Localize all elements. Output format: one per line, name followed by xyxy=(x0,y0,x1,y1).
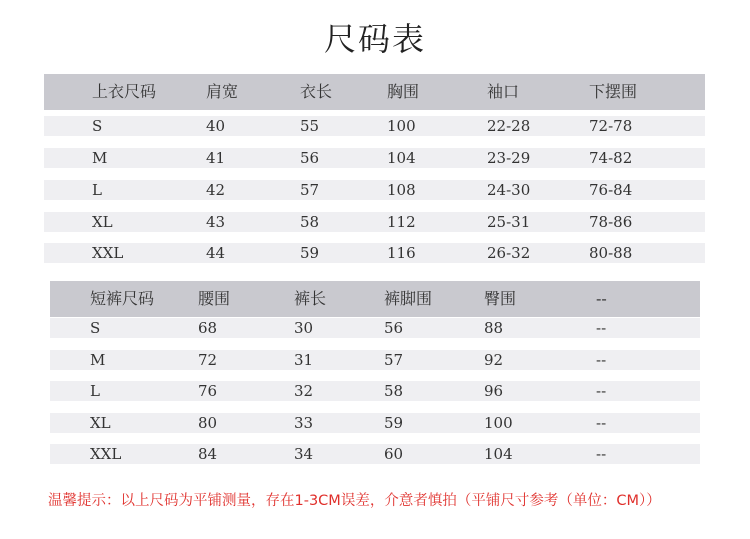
table-row xyxy=(44,212,705,232)
table-cell: 108 xyxy=(387,181,416,199)
table-cell: 68 xyxy=(198,319,218,337)
header-cell: 腰围 xyxy=(198,289,231,308)
table-cell: 30 xyxy=(294,319,314,337)
table-cell: S xyxy=(90,319,101,337)
table-cell: -- xyxy=(596,414,607,432)
notice-text: 温馨提示：以上尺码为平铺测量，存在1-3CM误差，介意者慎拍（平铺尺寸参考（单位：CM）） xyxy=(48,493,661,509)
table-cell: 57 xyxy=(384,351,404,369)
table-cell: 100 xyxy=(484,414,513,432)
table-cell: 31 xyxy=(294,351,314,369)
header-cell: 胸围 xyxy=(387,82,420,101)
header-cell: 裤长 xyxy=(294,289,327,308)
table-row xyxy=(50,444,700,464)
table-cell: 56 xyxy=(384,319,404,337)
header-cell: 衣长 xyxy=(300,82,333,101)
table-row xyxy=(44,243,705,263)
table-cell: 41 xyxy=(206,149,226,167)
table-cell: 112 xyxy=(387,213,416,231)
bottom-table-header xyxy=(50,281,700,317)
table-cell: 24-30 xyxy=(487,181,531,199)
table-cell: 26-32 xyxy=(487,244,531,262)
table-cell: 33 xyxy=(294,414,314,432)
table-cell: -- xyxy=(596,445,607,463)
page-title: 尺码表 xyxy=(323,20,426,58)
table-row xyxy=(50,350,700,370)
table-cell: XL xyxy=(92,213,113,231)
table-cell: 44 xyxy=(206,244,226,262)
table-cell: XL xyxy=(90,414,111,432)
header-cell: 肩宽 xyxy=(206,82,239,101)
header-cell: 臀围 xyxy=(484,289,517,308)
header-cell: 袖口 xyxy=(487,82,520,101)
table-row xyxy=(44,180,705,200)
table-cell: -- xyxy=(596,351,607,369)
table-cell: -- xyxy=(596,382,607,400)
table-cell: 58 xyxy=(300,213,320,231)
table-cell: XXL xyxy=(92,244,124,262)
table-cell: 76-84 xyxy=(589,181,633,199)
table-cell: 104 xyxy=(387,149,416,167)
table-cell: 22-28 xyxy=(487,117,531,135)
table-cell: 34 xyxy=(294,445,314,463)
table-cell: 55 xyxy=(300,117,320,135)
table-cell: 40 xyxy=(206,117,226,135)
header-cell: 短裤尺码 xyxy=(90,289,155,308)
table-cell: 78-86 xyxy=(589,213,633,231)
table-cell: 58 xyxy=(384,382,404,400)
table-row xyxy=(44,116,705,136)
header-cell: 裤脚围 xyxy=(384,289,433,308)
table-cell: 23-29 xyxy=(487,149,531,167)
table-cell: 88 xyxy=(484,319,504,337)
table-cell: 92 xyxy=(484,351,504,369)
table-cell: 56 xyxy=(300,149,320,167)
table-cell: 60 xyxy=(384,445,404,463)
table-row xyxy=(50,413,700,433)
table-cell: 96 xyxy=(484,382,504,400)
table-cell: M xyxy=(92,149,108,167)
table-cell: 32 xyxy=(294,382,314,400)
table-cell: L xyxy=(92,181,102,199)
table-cell: M xyxy=(90,351,106,369)
table-row xyxy=(44,148,705,168)
table-cell: 76 xyxy=(198,382,218,400)
table-cell: 72 xyxy=(198,351,218,369)
table-cell: 100 xyxy=(387,117,416,135)
header-cell: -- xyxy=(596,289,607,308)
table-cell: 57 xyxy=(300,181,320,199)
table-cell: 104 xyxy=(484,445,513,463)
table-row xyxy=(50,381,700,401)
table-cell: 43 xyxy=(206,213,226,231)
table-cell: 80-88 xyxy=(589,244,633,262)
table-cell: 74-82 xyxy=(589,149,633,167)
table-cell: 84 xyxy=(198,445,218,463)
table-cell: 116 xyxy=(387,244,416,262)
table-cell: 72-78 xyxy=(589,117,633,135)
table-cell: 80 xyxy=(198,414,218,432)
table-row xyxy=(50,318,700,338)
header-cell: 下摆围 xyxy=(589,82,638,101)
table-cell: 59 xyxy=(300,244,320,262)
table-cell: L xyxy=(90,382,100,400)
table-cell: 59 xyxy=(384,414,404,432)
table-cell: 42 xyxy=(206,181,226,199)
header-cell: 上衣尺码 xyxy=(92,82,157,101)
table-cell: -- xyxy=(596,319,607,337)
table-cell: XXL xyxy=(90,445,122,463)
table-cell: 25-31 xyxy=(487,213,531,231)
table-cell: S xyxy=(92,117,103,135)
top-table-header xyxy=(44,74,705,110)
